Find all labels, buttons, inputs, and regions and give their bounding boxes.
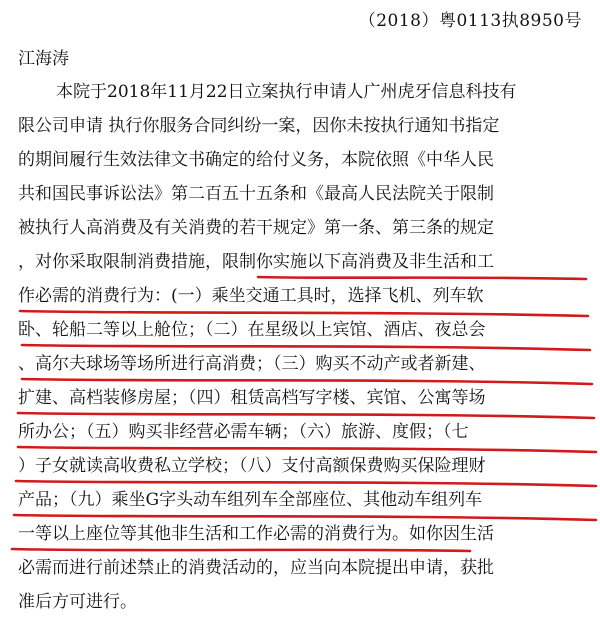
body-line: 限公司申请 执行你服务合同纠纷一案，因你未按执行通知书指定 bbox=[18, 116, 500, 136]
body-line: 准后方可进行。 bbox=[18, 592, 137, 612]
body-line: 共和国民事诉讼法》第二百五十五条和《最高人民法院关于限制 bbox=[18, 184, 494, 204]
underline-stroke bbox=[14, 515, 596, 520]
body-line: 的期间履行生效法律文书确定的给付义务，本院依照《中华人民 bbox=[18, 150, 494, 170]
body-line: 本院于2018年11月22日立案执行申请人广州虎牙信息科技有 bbox=[56, 82, 517, 102]
body-line: ，对你采取限制消费措施，限制你实施以下高消费及非生活和工 bbox=[18, 252, 494, 272]
body-line: 产品；（九）乘坐G字头动车组列车全部座位、其他动车组列车 bbox=[18, 490, 483, 510]
body-line: 卧、轮船二等以上舱位；（二）在星级以上宾馆、酒店、夜总会 bbox=[18, 320, 486, 340]
body-line: 扩建、高档装修房屋；（四）租赁高档写字楼、宾馆、公寓等场 bbox=[18, 388, 486, 408]
body-line: 作必需的消费行为：(一）乘坐交通工具时，选择飞机、列车软 bbox=[18, 286, 484, 306]
body-line: 被执行人高消费及有关消费的若干规定》第一条、第三条的规定 bbox=[18, 218, 494, 238]
underline-stroke bbox=[22, 345, 590, 350]
underline-stroke bbox=[18, 413, 594, 418]
underline-stroke bbox=[16, 481, 596, 486]
body-line: 、高尔夫球场等场所进行高消费；（三）购买不动产或者新建、 bbox=[18, 354, 486, 374]
body-line: 一等以上座位等其他非生活和工作必需的消费行为。如你因生活 bbox=[18, 524, 494, 544]
underline-stroke bbox=[20, 311, 588, 316]
underline-stroke bbox=[12, 549, 470, 551]
underline-stroke bbox=[18, 447, 596, 452]
addressee-name: 江海涛 bbox=[18, 49, 69, 69]
underline-stroke bbox=[22, 379, 592, 384]
body-line: 必需而进行前述禁止的消费活动的，应当向本院提出申请，获批 bbox=[18, 558, 494, 578]
body-line: 所办公；（五）购买非经营必需车辆；（六）旅游、度假；（七 bbox=[18, 422, 469, 442]
body-line: ）子女就读高收费私立学校；（八）支付高额保费购买保险理财 bbox=[18, 456, 486, 476]
underline-stroke bbox=[258, 277, 586, 279]
case-number: （2018）粤0113执8950号 bbox=[358, 11, 582, 31]
